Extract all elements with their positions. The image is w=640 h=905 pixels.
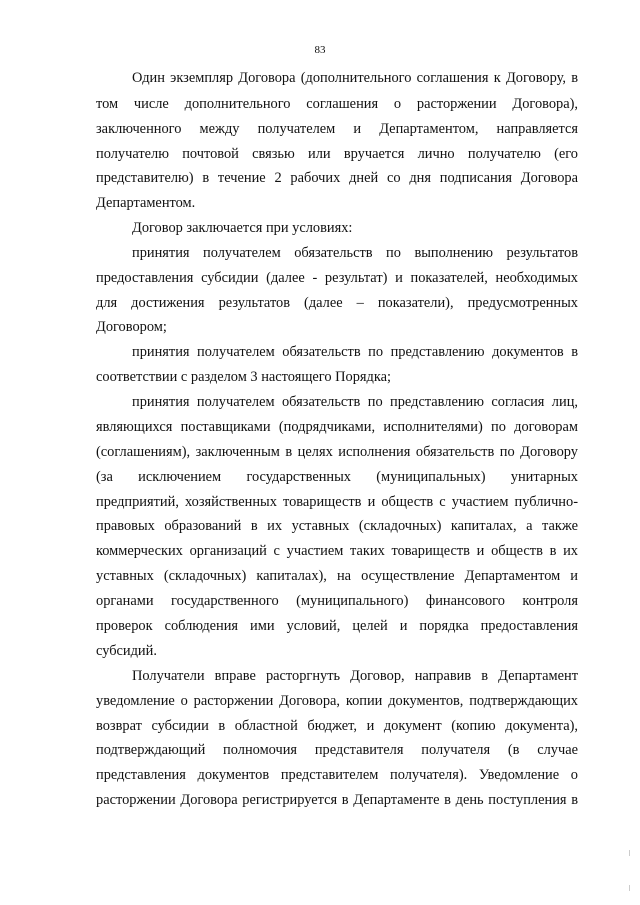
text-line: являющихся поставщиками (подрядчиками, исполнителями) по договорам (96, 419, 578, 435)
text-line: заключенного между получателем и Департаментом, направляется (96, 121, 578, 137)
scan-mark (629, 885, 630, 891)
text-line: представления документов представителем получателя). Уведомление о (96, 767, 578, 783)
text-line: принятия получателем обязательств по представлению согласия лиц, (132, 394, 578, 410)
text-line: Получатели вправе расторгнуть Договор, направив в Департамент (132, 668, 578, 684)
text-line: для достижения результатов (далее – показатели), предусмотренных (96, 295, 578, 311)
text-line: возврат субсидии в областной бюджет, и документ (копию документа), (96, 718, 578, 734)
text-line: принятия получателем обязательств по выполнению результатов (132, 245, 578, 261)
text-line: получателю почтовой связью или вручается лично получателю (его (96, 146, 578, 162)
text-line: Один экземпляр Договора (дополнительного соглашения к Договору, в (132, 70, 578, 86)
text-line: представителю) в течение 2 рабочих дней со дня подписания Договора (96, 170, 578, 186)
text-line: предприятий, хозяйственных товариществ и обществ с участием публично- (96, 494, 578, 510)
text-line: проверок соблюдения ими условий, целей и порядка предоставления (96, 618, 578, 634)
text-line: Департаментом. (96, 195, 196, 211)
text-line: Договор заключается при условиях: (132, 220, 353, 236)
text-line: органами государственного (муниципального) финансового контроля (96, 593, 578, 609)
text-line: уведомление о расторжении Договора, копии документов, подтверждающих (96, 693, 578, 709)
text-line: правовых образований в их уставных (складочных) капиталах, а также (96, 518, 578, 534)
text-line: том числе дополнительного соглашения о расторжении Договора), (96, 96, 578, 112)
text-line: подтверждающий полномочия представителя получателя (в случае (96, 742, 578, 758)
text-line: (за исключением государственных (муниципальных) унитарных (96, 469, 578, 485)
scan-mark (629, 850, 630, 856)
text-line: (соглашениям), заключенным в целях исполнения обязательств по Договору (96, 444, 578, 460)
text-line: предоставления субсидии (далее - результат) и показателей, необходимых (96, 270, 578, 286)
text-line: Договором; (96, 319, 167, 335)
text-line: субсидий. (96, 643, 157, 659)
page-number: 83 (314, 44, 326, 56)
text-line: коммерческих организаций с участием таких товариществ и обществ в их (96, 543, 578, 559)
text-line: уставных (складочных) капиталах), на осуществление Департаментом и (96, 568, 578, 584)
text-line: принятия получателем обязательств по представлению документов в (132, 344, 578, 360)
text-line: расторжении Договора регистрируется в Департаменте в день поступления в (96, 792, 578, 808)
text-line: соответствии с разделом 3 настоящего Порядка; (96, 369, 392, 385)
